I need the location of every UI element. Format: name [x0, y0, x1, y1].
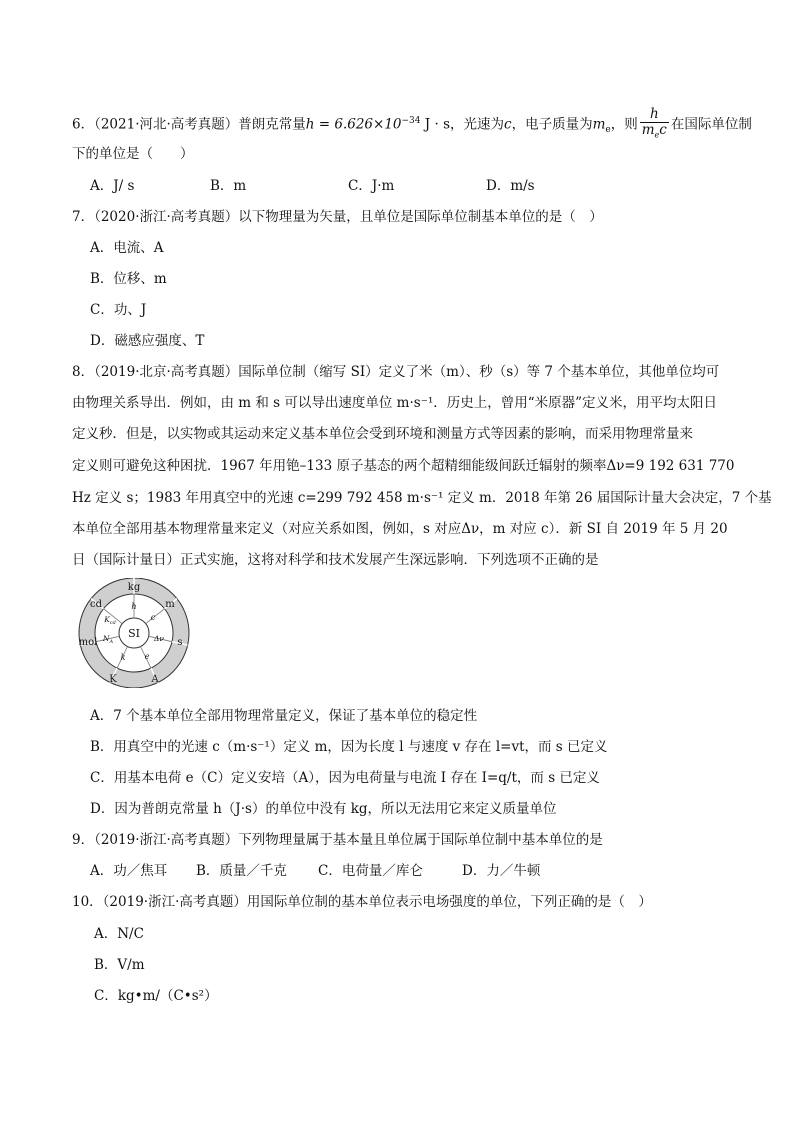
q10-option-c[interactable]: C．kg•m/（C•s²）	[94, 988, 218, 1004]
q6-line1	[72, 107, 752, 143]
q8-line: 本单位全部用基本物理常量来定义（对应关系如图，例如，s 对应Δν，m 对应 c）．新 SI 自 2019 年 5 月 20	[72, 521, 728, 537]
q9-option-a[interactable]: A．功／焦耳	[90, 863, 168, 879]
q7-option-a[interactable]: A．电流、A	[90, 240, 164, 256]
q7-option-c[interactable]: C．功、J	[90, 302, 147, 318]
q8-option-a[interactable]: A．7 个基本单位全部用物理常量定义，保证了基本单位的稳定性	[90, 708, 478, 724]
outer-label-cd: cd	[89, 599, 103, 610]
q9-option-d[interactable]: D．力／牛顿	[462, 863, 541, 879]
q6-me-sub: e	[605, 125, 611, 136]
q8-option-d[interactable]: D．因为普朗克常量 h（J·s）的单位中没有 kg，所以无法用它来定义质量单位	[90, 801, 557, 817]
q7-stem: 7．（2020·浙江·高考真题）以下物理量为矢量，且单位是国际单位制基本单位的是（ ）	[72, 209, 603, 225]
q6-frac-den-m: m	[641, 122, 655, 138]
q7-option-d[interactable]: D．磁感应强度、T	[90, 333, 205, 349]
q8-line: 日（国际计量日）正式实施，这将对科学和技术发展产生深远影响．下列选项不正确的是	[72, 552, 599, 568]
inner-label-c: c	[150, 613, 156, 622]
q8-line: 定义秒．但是，以实物或其运动来定义基本单位会受到环境和测量方式等因素的影响，而采用物理常量来	[72, 426, 693, 442]
inner-label-na-main: N	[102, 634, 110, 643]
q8-line: 由物理关系导出．例如，由 m 和 s 可以导出速度单位 m·s⁻¹．历史上，曾用“米原器”定义米，用平均太阳日	[72, 395, 718, 411]
q8-line: Hz 定义 s；1983 年用真空中的光速 c=299 792 458 m·s⁻¹ 定义 m．2018 年第 26 届国际计量大会决定，7 个基	[72, 490, 772, 506]
inner-label-k: k	[120, 653, 126, 662]
q6-prefix: 6．（2021·河北·高考真题）普朗克常量	[72, 116, 306, 133]
q6-h-expr: h = 6.626×10	[305, 116, 402, 133]
q10-stem: 10．（2019·浙江·高考真题）用国际单位制的基本单位表示电场强度的单位，下列正确的是（ ）	[72, 894, 652, 910]
outer-label-m: m	[165, 599, 175, 610]
q8-line: 定义则可避免这种困扰．1967 年用铯–133 原子基态的两个超精细能级间跃迁辐射的频率Δν=9 192 631 770	[72, 458, 735, 474]
q9-option-c[interactable]: C．电荷量／库仑	[318, 863, 423, 879]
q6-line2: 下的单位是（ ）	[72, 146, 194, 162]
q6-frac-den-c: c	[659, 122, 667, 138]
q6-c: c	[504, 116, 512, 133]
outer-label-s: s	[177, 637, 183, 648]
si-center-label: SI	[128, 627, 140, 640]
q10-option-b[interactable]: B．V/m	[94, 957, 145, 973]
q8-option-c[interactable]: C．用基本电荷 e（C）定义安培（A），因为电荷量与电流 I 存在 I=q/t，而 s 已定义	[90, 770, 600, 786]
inner-label-kcd-sub: cd	[109, 620, 116, 626]
outer-label-k: K	[109, 674, 117, 685]
q6-h-unit: J · s	[420, 116, 451, 133]
inner-label-kcd-main: K	[104, 615, 110, 624]
q8-line: 8．（2019·北京·高考真题）国际单位制（缩写 SI）定义了米（m）、秒（s）等 7 个基本单位，其他单位均可	[72, 364, 720, 380]
outer-label-mol: mol	[78, 637, 98, 648]
q10-option-a[interactable]: A．N/C	[94, 926, 144, 942]
q6-mid: ，光速为	[450, 116, 505, 133]
q6-frac-num: h	[640, 107, 669, 123]
q6-option-a[interactable]: A．J/ s	[90, 178, 135, 194]
inner-label-na-sub: A	[109, 639, 114, 645]
inner-label-h: h	[131, 602, 137, 611]
q6-fraction	[640, 107, 669, 143]
q6-tail: 在国际单位制	[670, 116, 752, 133]
q7-option-b[interactable]: B．位移、m	[90, 271, 167, 287]
q6-h-exp: −34	[401, 115, 421, 126]
outer-label-a: A	[151, 674, 159, 685]
inner-label-dnu: Δν	[154, 634, 164, 643]
q6-option-b[interactable]: B．m	[210, 178, 247, 194]
q9-option-b[interactable]: B．质量／千克	[196, 863, 287, 879]
si-units-diagram	[76, 578, 196, 688]
outer-label-kg: kg	[127, 582, 141, 593]
q6-then: ，则	[610, 116, 638, 133]
q6-frac-den-sub: e	[654, 130, 660, 140]
q6-me: m	[592, 116, 606, 133]
q6-option-c[interactable]: C．J·m	[348, 178, 395, 194]
q8-option-b[interactable]: B．用真空中的光速 c（m·s⁻¹）定义 m，因为长度 l 与速度 v 存在 l=vt，而 s 已定义	[90, 739, 608, 755]
q6-option-d[interactable]: D．m/s	[486, 178, 535, 194]
q9-stem: 9．（2019·浙江·高考真题）下列物理量属于基本量且单位属于国际单位制中基本单位的是	[72, 832, 603, 848]
q6-mid2: ，电子质量为	[511, 116, 593, 133]
q6-frac-den	[640, 123, 669, 143]
inner-label-e: e	[144, 652, 150, 661]
